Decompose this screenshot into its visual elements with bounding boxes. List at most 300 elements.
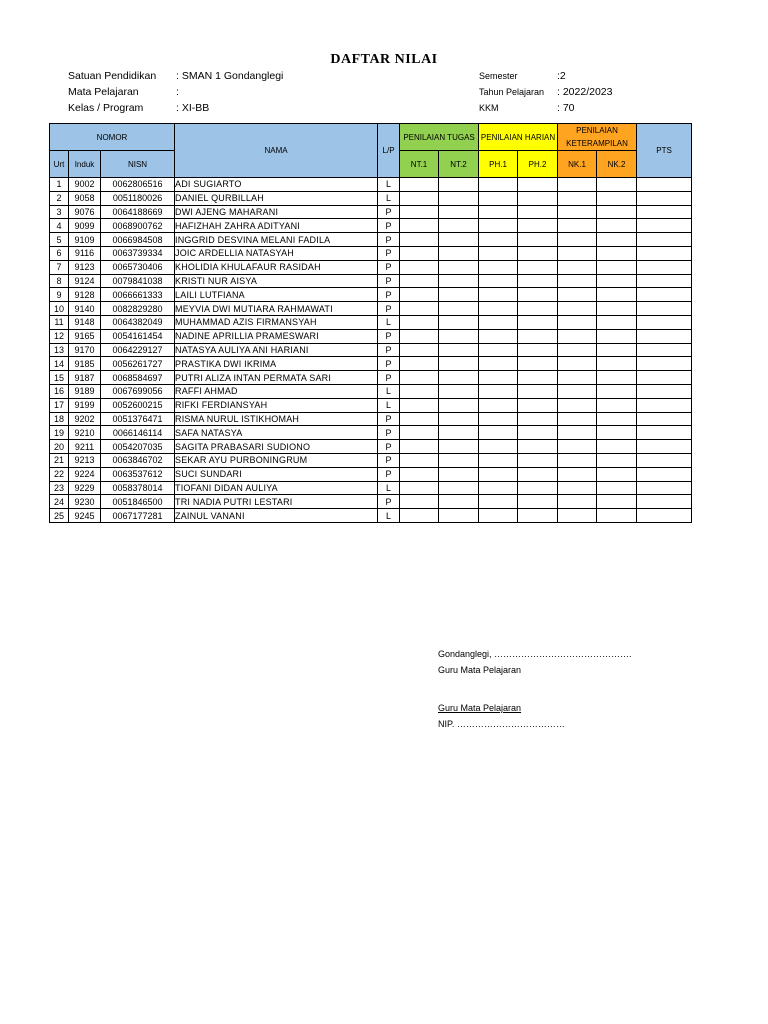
grade-cell-ph1[interactable] xyxy=(479,274,518,288)
grade-cell-nk1[interactable] xyxy=(558,233,597,247)
grade-cell-ph1[interactable] xyxy=(479,178,518,192)
grade-cell-pts[interactable] xyxy=(637,357,692,371)
grade-cell-pts[interactable] xyxy=(637,205,692,219)
header-nk1: NK.1 xyxy=(558,151,597,178)
grade-cell-ph2[interactable] xyxy=(518,246,558,260)
student-nama: DWI AJENG MAHARANI xyxy=(175,205,378,219)
grade-cell-nt2[interactable] xyxy=(439,260,479,274)
table-row xyxy=(50,246,692,260)
grade-cell-nt1[interactable] xyxy=(400,357,439,371)
grade-cell-nk2[interactable] xyxy=(597,329,637,343)
table-row xyxy=(50,329,692,343)
grade-cell-pts[interactable] xyxy=(637,302,692,316)
grade-cell-nk1[interactable] xyxy=(558,178,597,192)
student-nama: SUCI SUNDARI xyxy=(175,467,378,481)
student-nama: SEKAR AYU PURBONINGRUM xyxy=(175,453,378,467)
header-urt: Urt xyxy=(50,151,69,178)
grade-cell-ph2[interactable] xyxy=(518,398,558,412)
student-urt: 18 xyxy=(50,412,69,426)
grade-cell-ph1[interactable] xyxy=(479,453,518,467)
grade-cell-ph2[interactable] xyxy=(518,384,558,398)
grade-cell-ph2[interactable] xyxy=(518,260,558,274)
student-nama: MUHAMMAD AZIS FIRMANSYAH xyxy=(175,315,378,329)
grade-cell-nk2[interactable] xyxy=(597,509,637,523)
grade-cell-nk2[interactable] xyxy=(597,233,637,247)
grade-cell-nt1[interactable] xyxy=(400,398,439,412)
grade-cell-nt1[interactable] xyxy=(400,315,439,329)
grade-cell-nt2[interactable] xyxy=(439,495,479,509)
grade-cell-ph1[interactable] xyxy=(479,440,518,454)
header-penilaian-harian: PENILAIAN HARIAN xyxy=(479,124,558,151)
grade-cell-ph2[interactable] xyxy=(518,481,558,495)
grade-cell-nt2[interactable] xyxy=(439,191,479,205)
grade-cell-ph2[interactable] xyxy=(518,233,558,247)
grade-cell-ph2[interactable] xyxy=(518,426,558,440)
grade-cell-nt2[interactable] xyxy=(439,440,479,454)
grade-cell-nk2[interactable] xyxy=(597,495,637,509)
grade-cell-ph2[interactable] xyxy=(518,509,558,523)
grade-cell-nk2[interactable] xyxy=(597,246,637,260)
student-nama: PUTRI ALIZA INTAN PERMATA SARI xyxy=(175,371,378,385)
student-induk: 9002 xyxy=(69,178,101,192)
student-urt: 22 xyxy=(50,467,69,481)
student-induk: 9128 xyxy=(69,288,101,302)
grade-cell-ph1[interactable] xyxy=(479,398,518,412)
grade-cell-nk1[interactable] xyxy=(558,315,597,329)
header-ph2: PH.2 xyxy=(518,151,558,178)
student-urt: 2 xyxy=(50,191,69,205)
grade-cell-ph2[interactable] xyxy=(518,412,558,426)
grade-cell-nt1[interactable] xyxy=(400,481,439,495)
grade-cell-pts[interactable] xyxy=(637,274,692,288)
grade-cell-pts[interactable] xyxy=(637,426,692,440)
grade-cell-nk1[interactable] xyxy=(558,509,597,523)
grade-cell-ph1[interactable] xyxy=(479,384,518,398)
grade-cell-ph2[interactable] xyxy=(518,219,558,233)
student-nisn: 0051846500 xyxy=(101,495,175,509)
grade-cell-nk2[interactable] xyxy=(597,343,637,357)
student-induk: 9109 xyxy=(69,233,101,247)
header-pts: PTS xyxy=(637,124,692,178)
grade-cell-nt2[interactable] xyxy=(439,453,479,467)
student-nisn: 0064188669 xyxy=(101,205,175,219)
student-urt: 16 xyxy=(50,384,69,398)
info-value: : xyxy=(176,86,179,98)
grade-cell-ph1[interactable] xyxy=(479,343,518,357)
grade-cell-nk1[interactable] xyxy=(558,495,597,509)
grade-cell-ph2[interactable] xyxy=(518,315,558,329)
grade-cell-pts[interactable] xyxy=(637,495,692,509)
table-row xyxy=(50,398,692,412)
grade-cell-nt1[interactable] xyxy=(400,412,439,426)
student-nama: KRISTI NUR AISYA xyxy=(175,274,378,288)
student-nisn: 0051180026 xyxy=(101,191,175,205)
grade-cell-nt2[interactable] xyxy=(439,288,479,302)
student-nama: NATASYA AULIYA ANI HARIANI xyxy=(175,343,378,357)
grade-cell-nk1[interactable] xyxy=(558,412,597,426)
grade-cell-nt2[interactable] xyxy=(439,398,479,412)
grade-cell-nk1[interactable] xyxy=(558,371,597,385)
grade-cell-nk1[interactable] xyxy=(558,453,597,467)
grade-cell-nt1[interactable] xyxy=(400,191,439,205)
grade-cell-nk2[interactable] xyxy=(597,384,637,398)
grade-cell-nk2[interactable] xyxy=(597,398,637,412)
grade-cell-pts[interactable] xyxy=(637,246,692,260)
info-label: Tahun Pelajaran xyxy=(479,87,545,97)
student-nisn: 0064229127 xyxy=(101,343,175,357)
grade-cell-nt2[interactable] xyxy=(439,178,479,192)
header-lp: L/P xyxy=(378,124,400,178)
header-nisn: NISN xyxy=(101,151,175,178)
grade-cell-nt1[interactable] xyxy=(400,329,439,343)
grade-cell-pts[interactable] xyxy=(637,329,692,343)
student-induk: 9210 xyxy=(69,426,101,440)
grade-cell-ph2[interactable] xyxy=(518,467,558,481)
student-nama: TIOFANI DIDAN AULIYA xyxy=(175,481,378,495)
grade-cell-nt2[interactable] xyxy=(439,371,479,385)
student-lp: P xyxy=(378,426,400,440)
student-nisn: 0058378014 xyxy=(101,481,175,495)
grade-cell-pts[interactable] xyxy=(637,467,692,481)
grade-cell-pts[interactable] xyxy=(637,509,692,523)
signature-block xyxy=(438,646,632,678)
grade-cell-nk1[interactable] xyxy=(558,426,597,440)
info-label: Mata Pelajaran xyxy=(68,86,139,98)
header-nama: NAMA xyxy=(175,124,378,178)
student-nisn: 0054161454 xyxy=(101,329,175,343)
grade-cell-nt1[interactable] xyxy=(400,246,439,260)
student-induk: 9058 xyxy=(69,191,101,205)
grade-cell-nk2[interactable] xyxy=(597,412,637,426)
student-induk: 9213 xyxy=(69,453,101,467)
grade-cell-pts[interactable] xyxy=(637,398,692,412)
grade-cell-nt2[interactable] xyxy=(439,205,479,219)
grade-cell-ph1[interactable] xyxy=(479,495,518,509)
grade-cell-nk1[interactable] xyxy=(558,191,597,205)
grade-cell-pts[interactable] xyxy=(637,315,692,329)
student-lp: P xyxy=(378,371,400,385)
grade-cell-pts[interactable] xyxy=(637,412,692,426)
grade-cell-pts[interactable] xyxy=(637,191,692,205)
student-lp: P xyxy=(378,246,400,260)
grade-cell-ph1[interactable] xyxy=(479,302,518,316)
student-induk: 9099 xyxy=(69,219,101,233)
student-nisn: 0066984508 xyxy=(101,233,175,247)
student-nama: SAFA NATASYA xyxy=(175,426,378,440)
grade-cell-nk1[interactable] xyxy=(558,288,597,302)
student-urt: 1 xyxy=(50,178,69,192)
student-induk: 9187 xyxy=(69,371,101,385)
grade-cell-nt1[interactable] xyxy=(400,260,439,274)
student-induk: 9148 xyxy=(69,315,101,329)
table-row xyxy=(50,440,692,454)
grade-cell-pts[interactable] xyxy=(637,233,692,247)
student-induk: 9189 xyxy=(69,384,101,398)
student-induk: 9116 xyxy=(69,246,101,260)
grade-cell-nt1[interactable] xyxy=(400,509,439,523)
student-nama: INGGRID DESVINA MELANI FADILA xyxy=(175,233,378,247)
table-row xyxy=(50,233,692,247)
grade-cell-nk1[interactable] xyxy=(558,357,597,371)
student-urt: 10 xyxy=(50,302,69,316)
grade-cell-pts[interactable] xyxy=(637,178,692,192)
student-lp: P xyxy=(378,233,400,247)
info-row-satuan-pendidikan xyxy=(68,68,283,84)
grade-cell-ph1[interactable] xyxy=(479,329,518,343)
student-nama: RISMA NURUL ISTIKHOMAH xyxy=(175,412,378,426)
signature-name: Guru Mata Pelajaran xyxy=(438,703,522,713)
student-nisn: 0082829280 xyxy=(101,302,175,316)
grade-cell-pts[interactable] xyxy=(637,440,692,454)
student-lp: P xyxy=(378,288,400,302)
grade-cell-nt2[interactable] xyxy=(439,426,479,440)
grade-cell-ph2[interactable] xyxy=(518,495,558,509)
grade-cell-pts[interactable] xyxy=(637,288,692,302)
grade-cell-pts[interactable] xyxy=(637,260,692,274)
grade-cell-nk1[interactable] xyxy=(558,246,597,260)
student-nama: RAFFI AHMAD xyxy=(175,384,378,398)
grade-cell-nt2[interactable] xyxy=(439,233,479,247)
grade-cell-pts[interactable] xyxy=(637,481,692,495)
student-lp: P xyxy=(378,205,400,219)
grade-cell-ph1[interactable] xyxy=(479,288,518,302)
grade-cell-nt1[interactable] xyxy=(400,205,439,219)
grade-cell-ph1[interactable] xyxy=(479,467,518,481)
grade-cell-pts[interactable] xyxy=(637,219,692,233)
grade-cell-ph1[interactable] xyxy=(479,233,518,247)
student-induk: 9185 xyxy=(69,357,101,371)
grade-cell-ph1[interactable] xyxy=(479,481,518,495)
grade-cell-pts[interactable] xyxy=(637,384,692,398)
grade-cell-ph2[interactable] xyxy=(518,357,558,371)
signature-role: Guru Mata Pelajaran xyxy=(438,665,522,675)
grade-cell-nk2[interactable] xyxy=(597,288,637,302)
grade-cell-nt1[interactable] xyxy=(400,219,439,233)
student-lp: L xyxy=(378,178,400,192)
student-lp: L xyxy=(378,398,400,412)
student-nisn: 0064382049 xyxy=(101,315,175,329)
grade-cell-ph1[interactable] xyxy=(479,357,518,371)
grade-cell-pts[interactable] xyxy=(637,371,692,385)
student-nisn: 0063846702 xyxy=(101,453,175,467)
grade-cell-nk1[interactable] xyxy=(558,440,597,454)
grade-cell-ph2[interactable] xyxy=(518,343,558,357)
student-lp: P xyxy=(378,495,400,509)
table-row xyxy=(50,315,692,329)
student-urt: 5 xyxy=(50,233,69,247)
header-nk2: NK.2 xyxy=(597,151,637,178)
grade-cell-ph2[interactable] xyxy=(518,440,558,454)
table-row xyxy=(50,467,692,481)
grade-cell-nt2[interactable] xyxy=(439,509,479,523)
grade-cell-nt2[interactable] xyxy=(439,412,479,426)
grade-cell-nt1[interactable] xyxy=(400,467,439,481)
student-induk: 9229 xyxy=(69,481,101,495)
grade-cell-ph2[interactable] xyxy=(518,191,558,205)
grade-cell-nt1[interactable] xyxy=(400,233,439,247)
grade-cell-ph1[interactable] xyxy=(479,191,518,205)
student-nisn: 0068584697 xyxy=(101,371,175,385)
grade-cell-nt2[interactable] xyxy=(439,274,479,288)
student-induk: 9165 xyxy=(69,329,101,343)
student-nisn: 0054207035 xyxy=(101,440,175,454)
grade-cell-ph1[interactable] xyxy=(479,371,518,385)
student-nama: NADINE APRILLIA PRAMESWARI xyxy=(175,329,378,343)
info-row-kkm xyxy=(479,100,612,116)
grade-cell-nk2[interactable] xyxy=(597,178,637,192)
student-nama: ZAINUL VANANI xyxy=(175,509,378,523)
grade-cell-ph1[interactable] xyxy=(479,412,518,426)
student-nisn: 0067699056 xyxy=(101,384,175,398)
student-urt: 14 xyxy=(50,357,69,371)
grade-cell-nt2[interactable] xyxy=(439,481,479,495)
grade-cell-nk2[interactable] xyxy=(597,315,637,329)
student-nisn: 0062806516 xyxy=(101,178,175,192)
grade-cell-ph2[interactable] xyxy=(518,274,558,288)
info-label: Satuan Pendidikan xyxy=(68,70,157,82)
grade-cell-ph1[interactable] xyxy=(479,260,518,274)
student-induk: 9170 xyxy=(69,343,101,357)
table-row xyxy=(50,384,692,398)
student-nama: PRASTIKA DWI IKRIMA xyxy=(175,357,378,371)
info-value: : 2022/2023 xyxy=(557,86,613,98)
student-lp: P xyxy=(378,440,400,454)
grade-cell-nt1[interactable] xyxy=(400,178,439,192)
grade-cell-nt1[interactable] xyxy=(400,302,439,316)
info-row-kelas-program xyxy=(68,100,283,116)
grade-cell-nt1[interactable] xyxy=(400,453,439,467)
grade-cell-nt1[interactable] xyxy=(400,343,439,357)
student-nama: SAGITA PRABASARI SUDIONO xyxy=(175,440,378,454)
grade-cell-nt2[interactable] xyxy=(439,357,479,371)
grade-cell-ph1[interactable] xyxy=(479,219,518,233)
grade-cell-nk1[interactable] xyxy=(558,302,597,316)
place-date: Gondanglegi, ………………………………………. xyxy=(438,649,632,659)
grade-cell-nk2[interactable] xyxy=(597,453,637,467)
student-nisn: 0063537612 xyxy=(101,467,175,481)
grade-cell-nk1[interactable] xyxy=(558,219,597,233)
student-nama: RIFKI FERDIANSYAH xyxy=(175,398,378,412)
grade-cell-nk2[interactable] xyxy=(597,426,637,440)
student-induk: 9123 xyxy=(69,260,101,274)
student-lp: P xyxy=(378,274,400,288)
student-nama: HAFIZHAH ZAHRA ADITYANI xyxy=(175,219,378,233)
grade-cell-nk2[interactable] xyxy=(597,274,637,288)
grade-cell-ph1[interactable] xyxy=(479,509,518,523)
grade-cell-nk1[interactable] xyxy=(558,398,597,412)
student-induk: 9202 xyxy=(69,412,101,426)
grade-cell-nt2[interactable] xyxy=(439,384,479,398)
grade-cell-nt2[interactable] xyxy=(439,343,479,357)
grade-cell-nk1[interactable] xyxy=(558,329,597,343)
grade-cell-nk2[interactable] xyxy=(597,302,637,316)
grade-cell-nk2[interactable] xyxy=(597,481,637,495)
grade-cell-nk1[interactable] xyxy=(558,481,597,495)
info-value: : SMAN 1 Gondanglegi xyxy=(176,70,284,82)
grade-cell-ph1[interactable] xyxy=(479,246,518,260)
student-nisn: 0065730406 xyxy=(101,260,175,274)
grade-cell-nt2[interactable] xyxy=(439,302,479,316)
student-urt: 17 xyxy=(50,398,69,412)
grade-cell-nt2[interactable] xyxy=(439,329,479,343)
grade-cell-nt2[interactable] xyxy=(439,315,479,329)
header-nomor: NOMOR xyxy=(50,124,175,151)
grade-cell-pts[interactable] xyxy=(637,453,692,467)
grade-cell-nk2[interactable] xyxy=(597,357,637,371)
student-lp: P xyxy=(378,412,400,426)
grades-table xyxy=(49,123,692,523)
grade-cell-nk2[interactable] xyxy=(597,191,637,205)
header-nt2: NT.2 xyxy=(439,151,479,178)
info-label: Kelas / Program xyxy=(68,102,144,114)
student-induk: 9140 xyxy=(69,302,101,316)
grade-cell-nt1[interactable] xyxy=(400,440,439,454)
grade-cell-nt1[interactable] xyxy=(400,274,439,288)
grade-cell-ph2[interactable] xyxy=(518,288,558,302)
grade-cell-nk2[interactable] xyxy=(597,219,637,233)
grade-cell-nk1[interactable] xyxy=(558,205,597,219)
student-nisn: 0067177281 xyxy=(101,509,175,523)
grade-cell-nt1[interactable] xyxy=(400,288,439,302)
grade-cell-ph1[interactable] xyxy=(479,426,518,440)
grade-cell-nt2[interactable] xyxy=(439,467,479,481)
student-lp: P xyxy=(378,302,400,316)
grade-cell-nk2[interactable] xyxy=(597,467,637,481)
grade-cell-nk1[interactable] xyxy=(558,384,597,398)
grade-cell-nt2[interactable] xyxy=(439,219,479,233)
student-lp: P xyxy=(378,219,400,233)
grade-cell-nk1[interactable] xyxy=(558,260,597,274)
table-row xyxy=(50,191,692,205)
table-row xyxy=(50,205,692,219)
grade-cell-ph2[interactable] xyxy=(518,205,558,219)
grade-cell-ph1[interactable] xyxy=(479,205,518,219)
grade-cell-ph2[interactable] xyxy=(518,329,558,343)
grade-cell-nk1[interactable] xyxy=(558,343,597,357)
grade-cell-nk2[interactable] xyxy=(597,440,637,454)
grade-cell-nk1[interactable] xyxy=(558,467,597,481)
table-row xyxy=(50,343,692,357)
signature-nip: NIP. ……………………………… xyxy=(438,719,565,729)
student-urt: 11 xyxy=(50,315,69,329)
grade-cell-ph2[interactable] xyxy=(518,178,558,192)
grade-cell-nt1[interactable] xyxy=(400,495,439,509)
grade-cell-nk2[interactable] xyxy=(597,260,637,274)
grade-cell-pts[interactable] xyxy=(637,343,692,357)
grade-cell-nt2[interactable] xyxy=(439,246,479,260)
grade-cell-nk1[interactable] xyxy=(558,274,597,288)
info-label: KKM xyxy=(479,103,499,113)
signature-name-block xyxy=(438,700,565,732)
student-nisn: 0079841038 xyxy=(101,274,175,288)
table-row xyxy=(50,219,692,233)
info-row-tahun-pelajaran xyxy=(479,84,612,100)
student-nisn: 0068900762 xyxy=(101,219,175,233)
grade-cell-nk2[interactable] xyxy=(597,371,637,385)
student-lp: L xyxy=(378,191,400,205)
student-nama: JOIC ARDELLIA NATASYAH xyxy=(175,246,378,260)
grade-cell-nt1[interactable] xyxy=(400,371,439,385)
grade-cell-ph2[interactable] xyxy=(518,302,558,316)
grade-cell-ph2[interactable] xyxy=(518,371,558,385)
grade-cell-nt1[interactable] xyxy=(400,426,439,440)
grade-cell-nt1[interactable] xyxy=(400,384,439,398)
grade-cell-ph1[interactable] xyxy=(479,315,518,329)
grade-cell-nk2[interactable] xyxy=(597,205,637,219)
grade-cell-ph2[interactable] xyxy=(518,453,558,467)
student-urt: 3 xyxy=(50,205,69,219)
school-info xyxy=(68,68,283,116)
